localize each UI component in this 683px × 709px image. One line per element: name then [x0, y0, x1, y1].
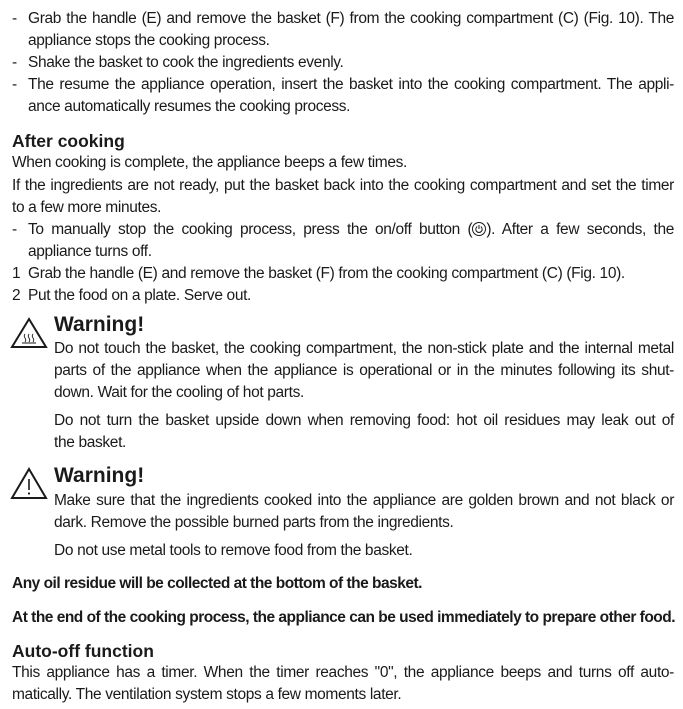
manual-stop-text-a: To manually stop the cooking process, press the on/off button ( [28, 221, 473, 238]
exclamation-warning-icon [10, 467, 48, 500]
list-item-text: Grab the handle (E) and remove the basket (F) from the cooking compartment (C) (Fig. 10). The [28, 10, 674, 27]
section-heading: Auto-off function [12, 641, 154, 661]
list-item-text: ance automatically resumes the cooking process. [28, 98, 351, 115]
note-oil-residue: Any oil residue will be collected at the bottom of the basket. [12, 575, 422, 592]
list-item-text [28, 219, 674, 241]
list-marker: - [12, 54, 18, 71]
warning-text: parts of the appliance when the appliance is operational or in the minutes following its shut- [54, 362, 674, 379]
power-icon [472, 222, 486, 236]
step-text: Put the food on a plate. Serve out. [28, 287, 251, 304]
warning-title: Warning! [54, 464, 145, 487]
paragraph: When cooking is complete, the appliance beeps a few times. [12, 154, 407, 171]
step-number: 2 [12, 287, 21, 304]
warning-title: Warning! [54, 313, 145, 336]
list-item-text: appliance turns off. [28, 243, 152, 260]
paragraph: to a few more minutes. [12, 199, 162, 216]
step-number: 1 [12, 265, 21, 282]
note-end-of-cooking: At the end of the cooking process, the appliance can be used immediately to prepare other food. [12, 609, 676, 626]
list-item-text: The resume the appliance operation, insert the basket into the cooking compartment. The appli- [28, 76, 674, 93]
list-marker: - [12, 221, 18, 238]
warning-text: dark. Remove the possible burned parts from the ingredients. [54, 514, 454, 531]
section-heading: After cooking [12, 131, 125, 151]
warning-text: the basket. [54, 434, 126, 451]
warning-text: Make sure that the ingredients cooked into the appliance are golden brown and not black or [54, 492, 674, 509]
list-marker: - [12, 76, 18, 93]
list-item-text: Shake the basket to cook the ingredients evenly. [28, 54, 344, 71]
list-item-text: appliance stops the cooking process. [28, 32, 270, 49]
paragraph: This appliance has a timer. When the timer reaches "0", the appliance beeps and turns off auto- [12, 664, 674, 681]
list-marker: - [12, 10, 18, 27]
warning-text: Do not touch the basket, the cooking compartment, the non-stick plate and the internal metal [54, 340, 674, 357]
step-text: Grab the handle (E) and remove the basket (F) from the cooking compartment (C) (Fig. 10). [28, 265, 625, 282]
warning-text: Do not use metal tools to remove food from the basket. [54, 542, 413, 559]
paragraph: If the ingredients are not ready, put the basket back into the cooking compartment and set the timer [12, 177, 674, 194]
paragraph: matically. The ventilation system stops a few moments later. [12, 686, 402, 703]
manual-stop-text-b: ). After a few seconds, the [486, 221, 674, 238]
warning-text: Do not turn the basket upside down when removing food: hot oil residues may leak out of [54, 412, 674, 429]
hot-surface-warning-icon [10, 317, 48, 349]
warning-text: down. Wait for the cooling of hot parts. [54, 384, 304, 401]
